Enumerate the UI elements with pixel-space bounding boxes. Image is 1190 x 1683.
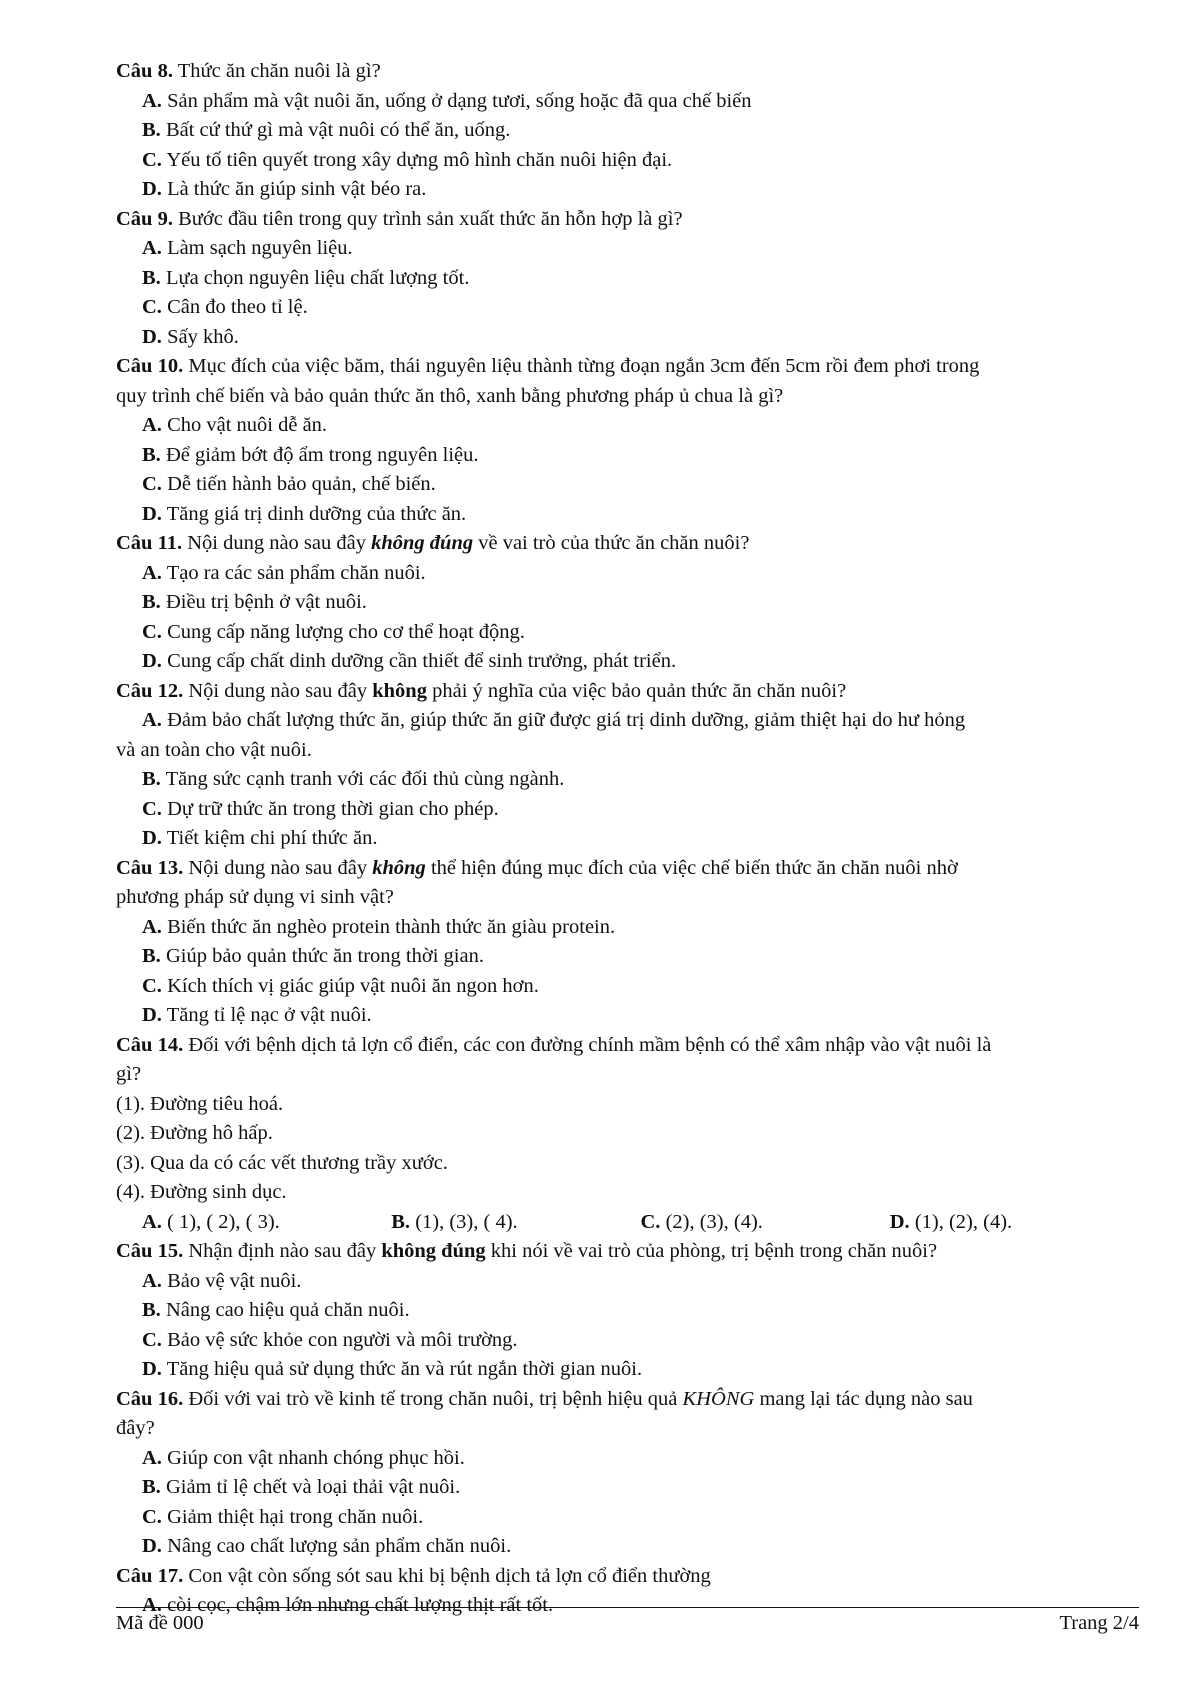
statement-item: (4). Đường sinh dục. bbox=[116, 1181, 287, 1203]
option-text: Tăng hiệu quả sử dụng thức ăn và rút ngắn thời gian nuôi. bbox=[166, 1358, 643, 1380]
page-footer bbox=[116, 1607, 1139, 1638]
emphasis-text: không đúng bbox=[371, 532, 474, 554]
option-text: Kích thích vị giác giúp vật nuôi ăn ngon hơn. bbox=[167, 974, 539, 997]
emphasis-text: không bbox=[372, 679, 427, 702]
answer-option bbox=[116, 588, 1139, 618]
option-letter: D. bbox=[142, 650, 162, 672]
option-letter: C. bbox=[142, 620, 162, 643]
question-stem bbox=[116, 1031, 1139, 1061]
question-block bbox=[116, 529, 1139, 677]
option-text: Cân đo theo tỉ lệ. bbox=[167, 296, 308, 318]
question-text: mang lại tác dụng nào sau bbox=[754, 1387, 973, 1410]
question-block bbox=[116, 1031, 1139, 1238]
answer-option bbox=[116, 1355, 1139, 1385]
question-text: Thức ăn chăn nuôi là gì? bbox=[177, 60, 381, 82]
option-letter: D. bbox=[889, 1210, 910, 1233]
question-text: phải ý nghĩa của việc bảo quản thức ăn chăn nuôi? bbox=[426, 679, 847, 702]
answer-option bbox=[116, 972, 1139, 1002]
answer-option bbox=[116, 1473, 1139, 1503]
answer-option bbox=[116, 1001, 1139, 1031]
question-label: Câu 13. bbox=[116, 856, 184, 879]
question-label: Câu 17. bbox=[116, 1564, 184, 1587]
question-text-continuation: gì? bbox=[116, 1063, 142, 1085]
question-text: thể hiện đúng mục đích của việc chế biến thức ăn chăn nuôi nhờ bbox=[425, 856, 958, 879]
option-text: Dễ tiến hành bảo quản, chế biến. bbox=[167, 473, 436, 495]
option-text: ( 1), ( 2), ( 3). bbox=[167, 1210, 280, 1233]
option-text: Đảm bảo chất lượng thức ăn, giúp thức ăn giữ được giá trị dinh dưỡng, giảm thiệt hại do hư hỏng bbox=[167, 709, 966, 731]
question-label: Câu 8. bbox=[116, 60, 173, 82]
answer-option bbox=[116, 87, 1139, 117]
exam-page bbox=[116, 57, 1139, 1621]
option-text: Lựa chọn nguyên liệu chất lượng tốt. bbox=[165, 266, 470, 289]
answer-option bbox=[116, 293, 1139, 323]
option-text: (2), (3), (4). bbox=[665, 1210, 763, 1233]
option-text: Tiết kiệm chi phí thức ăn. bbox=[166, 827, 378, 849]
option-letter: B. bbox=[142, 266, 161, 289]
answer-option bbox=[116, 441, 1139, 471]
option-text: Cho vật nuôi dễ ăn. bbox=[167, 414, 328, 436]
answer-option bbox=[116, 1532, 1139, 1562]
option-text: còi cọc, chậm lớn nhưng chất lượng thịt rất tốt. bbox=[167, 1594, 554, 1616]
statement-item: (1). Đường tiêu hoá. bbox=[116, 1092, 284, 1115]
answer-option bbox=[116, 1503, 1139, 1533]
option-text: Nâng cao chất lượng sản phẩm chăn nuôi. bbox=[167, 1535, 512, 1557]
answer-option bbox=[116, 500, 1139, 530]
option-text: Yếu tố tiên quyết trong xây dựng mô hình chăn nuôi hiện đại. bbox=[166, 148, 673, 171]
question-block bbox=[116, 1385, 1139, 1562]
option-letter: C. bbox=[142, 797, 162, 820]
option-text: Sản phẩm mà vật nuôi ăn, uống ở dạng tươi, sống hoặc đã qua chế biến bbox=[167, 89, 752, 112]
emphasis-text: không đúng bbox=[381, 1240, 486, 1262]
answer-option bbox=[116, 264, 1139, 294]
option-text: Cung cấp chất dinh dưỡng cần thiết để sinh trưởng, phát triển. bbox=[167, 650, 677, 672]
answer-option bbox=[116, 913, 1139, 943]
option-text: Cung cấp năng lượng cho cơ thể hoạt động. bbox=[167, 620, 525, 643]
page-number: Trang 2/4 bbox=[1059, 1612, 1139, 1634]
answer-option bbox=[116, 559, 1139, 589]
answer-option bbox=[116, 1296, 1139, 1326]
option-letter: B. bbox=[142, 945, 161, 967]
option-text: Tăng sức cạnh tranh với các đối thủ cùng ngành. bbox=[165, 768, 565, 790]
option-letter: C. bbox=[142, 473, 162, 495]
option-text: Tăng giá trị dinh dưỡng của thức ăn. bbox=[166, 502, 467, 525]
statement-item: (3). Qua da có các vết thương trầy xước. bbox=[116, 1151, 448, 1174]
question-stem bbox=[116, 854, 1139, 884]
question-stem bbox=[116, 352, 1139, 382]
question-block bbox=[116, 854, 1139, 1031]
answer-option bbox=[116, 765, 1139, 795]
option-letter: A. bbox=[142, 237, 162, 259]
question-text: về vai trò của thức ăn chăn nuôi? bbox=[473, 532, 750, 554]
question-block bbox=[116, 1237, 1139, 1385]
option-text: Làm sạch nguyên liệu. bbox=[167, 237, 353, 259]
option-text: Giúp con vật nhanh chóng phục hồi. bbox=[167, 1446, 465, 1469]
option-letter: B. bbox=[391, 1210, 411, 1233]
answer-option bbox=[116, 647, 1139, 677]
option-text: Biến thức ăn nghèo protein thành thức ăn giàu protein. bbox=[167, 915, 616, 938]
question-text-continuation: đây? bbox=[116, 1417, 155, 1439]
option-text: Điều trị bệnh ở vật nuôi. bbox=[165, 591, 367, 613]
question-stem bbox=[116, 1237, 1139, 1267]
option-text: Giảm tỉ lệ chết và loại thải vật nuôi. bbox=[165, 1476, 461, 1498]
option-text: Tăng tỉ lệ nạc ở vật nuôi. bbox=[166, 1004, 372, 1026]
option-letter: A. bbox=[142, 561, 162, 584]
option-letter: A. bbox=[142, 709, 162, 731]
option-letter: D. bbox=[142, 502, 162, 525]
option-letter: A. bbox=[142, 89, 162, 112]
answer-option bbox=[116, 824, 1139, 854]
exam-code: Mã đề 000 bbox=[116, 1612, 204, 1634]
option-letter: A. bbox=[142, 1210, 162, 1233]
question-block bbox=[116, 57, 1139, 205]
question-text: khi nói về vai trò của phòng, trị bệnh trong chăn nuôi? bbox=[485, 1240, 938, 1262]
option-letter: B. bbox=[142, 1299, 161, 1321]
answer-option bbox=[890, 1208, 1139, 1238]
question-text: Đối với bệnh dịch tả lợn cổ điển, các con đường chính mầm bệnh có thể xâm nhập vào vật nuôi là bbox=[188, 1033, 992, 1056]
answer-option bbox=[116, 1444, 1139, 1474]
option-letter: D. bbox=[142, 325, 162, 348]
option-letter: C. bbox=[142, 148, 162, 171]
option-text: Bảo vệ sức khỏe con người và môi trường. bbox=[167, 1328, 518, 1351]
question-label: Câu 9. bbox=[116, 207, 173, 230]
option-text: Là thức ăn giúp sinh vật béo ra. bbox=[167, 178, 427, 200]
emphasis-text: KHÔNG bbox=[682, 1387, 755, 1410]
answer-option bbox=[116, 470, 1139, 500]
option-text: Bảo vệ vật nuôi. bbox=[167, 1269, 302, 1292]
question-stem bbox=[116, 205, 1139, 235]
question-label: Câu 10. bbox=[116, 355, 184, 377]
question-block bbox=[116, 677, 1139, 854]
question-label: Câu 14. bbox=[116, 1033, 184, 1056]
option-letter: B. bbox=[142, 591, 161, 613]
option-text: (1), (3), ( 4). bbox=[415, 1210, 518, 1233]
option-text-continuation: và an toàn cho vật nuôi. bbox=[116, 738, 312, 761]
option-letter: C. bbox=[142, 974, 162, 997]
question-block bbox=[116, 205, 1139, 353]
option-letter: D. bbox=[142, 827, 162, 849]
statement-item: (2). Đường hô hấp. bbox=[116, 1122, 273, 1144]
answer-option bbox=[116, 116, 1139, 146]
option-text: Sấy khô. bbox=[167, 325, 239, 348]
question-label: Câu 11. bbox=[116, 532, 183, 554]
option-letter: C. bbox=[142, 1328, 162, 1351]
option-letter: B. bbox=[142, 443, 161, 466]
option-letter: B. bbox=[142, 119, 161, 141]
option-letter: D. bbox=[142, 1004, 162, 1026]
option-text: Tạo ra các sản phẩm chăn nuôi. bbox=[166, 561, 426, 584]
option-text: Để giảm bớt độ ẩm trong nguyên liệu. bbox=[165, 443, 479, 466]
option-text: Dự trữ thức ăn trong thời gian cho phép. bbox=[167, 797, 499, 820]
answer-option bbox=[391, 1208, 640, 1238]
option-text: Nâng cao hiệu quả chăn nuôi. bbox=[165, 1299, 410, 1321]
answer-option bbox=[116, 234, 1139, 264]
question-stem bbox=[116, 1562, 1139, 1592]
option-letter: C. bbox=[142, 1505, 162, 1528]
answer-option bbox=[116, 1267, 1139, 1297]
answer-option bbox=[116, 175, 1139, 205]
option-letter: C. bbox=[142, 296, 162, 318]
answer-option bbox=[116, 706, 1139, 736]
question-block bbox=[116, 352, 1139, 529]
option-text: Giúp bảo quản thức ăn trong thời gian. bbox=[165, 945, 484, 967]
option-letter: A. bbox=[142, 1446, 162, 1469]
option-letter: D. bbox=[142, 1358, 162, 1380]
emphasis-text: không bbox=[372, 856, 426, 879]
option-letter: B. bbox=[142, 1476, 161, 1498]
option-letter: A. bbox=[142, 1269, 162, 1292]
answer-option bbox=[116, 411, 1139, 441]
question-text: Bước đầu tiên trong quy trình sản xuất thức ăn hỗn hợp là gì? bbox=[178, 207, 683, 230]
question-text: Nhận định nào sau đây bbox=[188, 1240, 382, 1262]
option-text: (1), (2), (4). bbox=[914, 1210, 1013, 1233]
question-stem bbox=[116, 1385, 1139, 1415]
answer-option bbox=[116, 942, 1139, 972]
question-stem bbox=[116, 677, 1139, 707]
question-text: Đối với vai trò về kinh tế trong chăn nuôi, trị bệnh hiệu quả bbox=[188, 1387, 683, 1410]
option-letter: B. bbox=[142, 768, 161, 790]
option-letter: D. bbox=[142, 178, 162, 200]
question-text: Nội dung nào sau đây bbox=[187, 532, 372, 554]
option-text: Giảm thiệt hại trong chăn nuôi. bbox=[167, 1505, 424, 1528]
answer-option bbox=[116, 1326, 1139, 1356]
question-label: Câu 15. bbox=[116, 1240, 184, 1262]
question-text: Con vật còn sống sót sau khi bị bệnh dịch tả lợn cổ điển thường bbox=[188, 1564, 711, 1587]
question-text: Nội dung nào sau đây bbox=[188, 679, 373, 702]
answer-options-row bbox=[116, 1208, 1139, 1238]
question-label: Câu 12. bbox=[116, 679, 184, 702]
question-label: Câu 16. bbox=[116, 1387, 184, 1410]
option-letter: A. bbox=[142, 414, 162, 436]
option-text: Bất cứ thứ gì mà vật nuôi có thể ăn, uống. bbox=[165, 119, 511, 141]
answer-option bbox=[116, 795, 1139, 825]
question-text: Mục đích của việc băm, thái nguyên liệu thành từng đoạn ngắn 3cm đến 5cm rồi đem phơi trong bbox=[188, 355, 980, 377]
answer-option bbox=[116, 146, 1139, 176]
question-stem bbox=[116, 529, 1139, 559]
answer-option bbox=[641, 1208, 890, 1238]
option-letter: A. bbox=[142, 1594, 162, 1616]
option-letter: C. bbox=[640, 1210, 661, 1233]
answer-option bbox=[142, 1208, 391, 1238]
option-letter: A. bbox=[142, 915, 162, 938]
answer-option bbox=[116, 618, 1139, 648]
option-letter: D. bbox=[142, 1535, 162, 1557]
question-text: Nội dung nào sau đây bbox=[188, 856, 373, 879]
question-text-continuation: phương pháp sử dụng vi sinh vật? bbox=[116, 886, 394, 908]
question-text-continuation: quy trình chế biến và bảo quản thức ăn thô, xanh bằng phương pháp ủ chua là gì? bbox=[116, 384, 784, 407]
answer-option bbox=[116, 323, 1139, 353]
question-stem bbox=[116, 57, 1139, 87]
